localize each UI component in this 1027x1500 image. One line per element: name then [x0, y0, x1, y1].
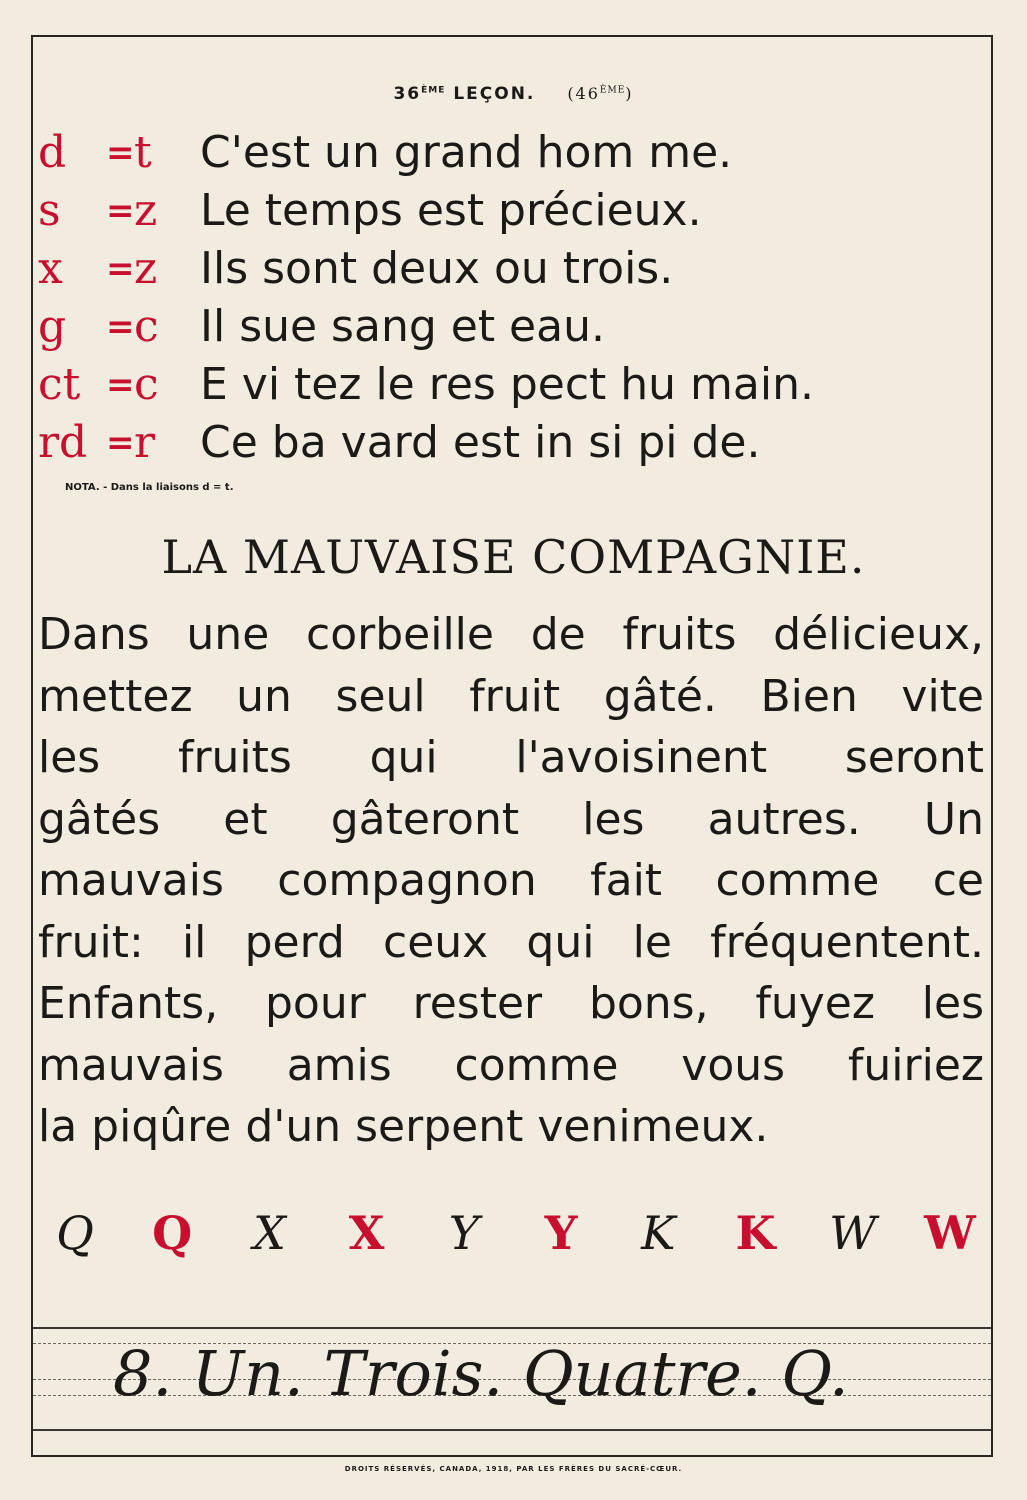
rule-right-letter: z: [134, 185, 158, 236]
rule-left-letter: g: [38, 301, 67, 352]
paragraph-line: mettez un seul fruit gâté. Bien vite: [38, 670, 984, 722]
rule-right-letter: c: [134, 301, 159, 352]
story-title: LA MAUVAISE COMPAGNIE.: [161, 530, 866, 584]
rule-sentence: Ce ba vard est in si pi de.: [200, 417, 761, 468]
paragraph-line: Enfants, pour rester bons, fuyez les: [38, 978, 984, 1029]
rule-row: [38, 356, 988, 414]
print-letter: Q: [152, 1206, 193, 1260]
alphabet-row: [45, 1206, 980, 1260]
lesson-suffix: ÈME: [421, 85, 446, 96]
rule-sentence: Ils sont deux ou trois.: [200, 243, 674, 294]
rule-right-letter: r: [134, 417, 156, 468]
equals-sign: =: [106, 365, 135, 405]
cursive-letter: W: [829, 1206, 877, 1260]
print-letter: K: [735, 1206, 776, 1260]
rule-row: [38, 240, 988, 298]
lesson-total-number: (46: [567, 84, 600, 103]
lesson-total-close: ): [625, 84, 634, 103]
rule-sentence: C'est un grand hom me.: [200, 127, 733, 178]
cursive-letter: Q: [56, 1206, 94, 1260]
equals-sign: =: [106, 249, 135, 289]
print-letter: X: [348, 1206, 385, 1260]
lesson-word: LEÇON.: [453, 84, 536, 104]
cursive-letter: Y: [448, 1206, 480, 1260]
rule-sentence: Le temps est précieux.: [200, 185, 702, 236]
copyright-footer: DROITS RÉSERVÉS, CANADA, 1918, PAR LES FRÈRES DU SACRÉ-CŒUR.: [344, 1465, 683, 1473]
rule-row: [38, 124, 988, 182]
rule-row: [38, 414, 988, 472]
lesson-number: 36: [393, 84, 422, 104]
rule-row: [38, 298, 988, 356]
equals-sign: =: [106, 191, 135, 231]
equals-sign: =: [106, 133, 135, 173]
rule-sentence: Il sue sang et eau.: [200, 301, 605, 352]
handwriting-sample: 8. Un. Trois. Quatre. Q.: [113, 1337, 849, 1410]
paragraph-line: fruit: il perd ceux qui le fréquentent.: [38, 916, 984, 968]
cursive-letter: K: [641, 1206, 676, 1260]
paragraph-line: Dans une corbeille de fruits délicieux,: [38, 609, 984, 660]
equals-sign: =: [106, 307, 135, 347]
lesson-total-suffix: ÈME: [599, 85, 626, 96]
guide-line: [33, 1429, 991, 1431]
paragraph-line: mauvais amis comme vous fuiriez: [38, 1039, 984, 1091]
paragraph-line: les fruits qui l'avoisinent seront: [38, 732, 984, 783]
guide-line: [33, 1327, 991, 1329]
rule-left-letter: x: [38, 243, 63, 294]
handwriting-guide: [33, 1327, 991, 1431]
print-letter: W: [924, 1206, 976, 1260]
cursive-letter: X: [253, 1206, 286, 1260]
story-paragraph: [38, 604, 984, 1158]
rule-right-letter: z: [134, 243, 158, 294]
rule-left-letter: ct: [38, 359, 81, 410]
lesson-header: [0, 84, 1027, 104]
equals-sign: =: [106, 423, 135, 463]
lesson-total: [567, 84, 633, 103]
paragraph-line: la piqûre d'un serpent venimeux.: [38, 1101, 769, 1152]
liaison-rules: [38, 124, 988, 472]
rule-left-letter: rd: [38, 417, 88, 468]
rule-right-letter: c: [134, 359, 159, 410]
rule-left-letter: d: [38, 127, 67, 178]
rule-sentence: E vi tez le res pect hu main.: [200, 359, 814, 410]
rule-right-letter: t: [134, 127, 152, 178]
rule-left-letter: s: [38, 185, 61, 236]
paragraph-line: gâtés et gâteront les autres. Un: [38, 793, 984, 845]
nota-note: NOTA. - Dans la liaisons d = t.: [65, 482, 234, 493]
print-letter: Y: [544, 1206, 578, 1260]
paragraph-line: mauvais compagnon fait comme ce: [38, 855, 984, 906]
rule-row: [38, 182, 988, 240]
